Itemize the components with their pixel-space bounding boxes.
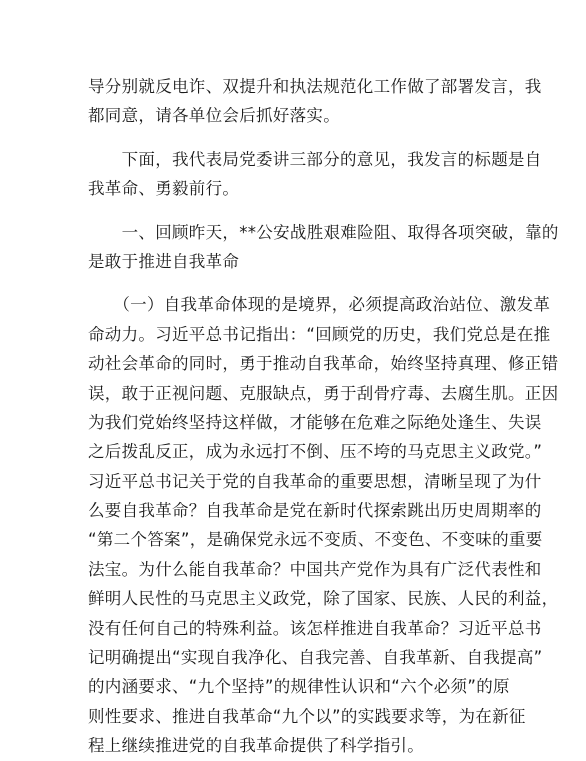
text-line: 么要自我革命？自我革命是党在新时代探索跳出历史周期率的 — [88, 501, 542, 521]
text-line: 法宝。为什么能自我革命？中国共产党作为具有广泛代表性和 — [88, 559, 542, 579]
text-line: 命动力。习近平总书记指出：“回顾党的历史，我们党总是在推 — [88, 324, 551, 344]
text-line: “第二个答案”，是确保党永远不变质、不变色、不变味的重要 — [88, 530, 543, 550]
text-line: 误，敢于正视问题、克服缺点，勇于刮骨疗毒、去腐生肌。正因 — [88, 383, 559, 403]
text-line: 都同意，请各单位会后抓好落实。 — [88, 106, 340, 126]
text-line: （一）自我革命体现的是境界，必须提高政治站位、激发革 — [88, 295, 551, 315]
paragraph — [88, 145, 542, 204]
text-line: 一、回顾昨天，**公安战胜艰难险阻、取得各项突破，靠的 — [88, 222, 559, 242]
text-line: 鲜明人民性的马克思主义政党，除了国家、民族、人民的利益， — [88, 589, 559, 609]
text-line: 的内涵要求、“九个坚持”的规律性认识和“六个必须”的原 — [88, 677, 510, 697]
text-line: 则性要求、推进自我革命“九个以”的实践要求等，为在新征 — [88, 706, 526, 726]
text-line: 习近平总书记关于党的自我革命的重要思想，清晰呈现了为什 — [88, 471, 542, 491]
text-line: 我革命、勇毅前行。 — [88, 179, 240, 199]
paragraph — [88, 290, 559, 760]
text-line: 下面，我代表局党委讲三部分的意见，我发言的标题是自 — [88, 149, 542, 169]
text-line: 之后拨乱反正，成为永远打不倒、压不垮的马克思主义政党。” — [88, 442, 543, 462]
document-body — [88, 72, 559, 761]
text-line: 导分别就反电诈、双提升和执法规范化工作做了部署发言，我 — [88, 77, 542, 96]
paragraph — [88, 72, 542, 131]
text-line: 程上继续推进党的自我革命提供了科学指引。 — [88, 736, 424, 756]
text-line: 为我们党始终坚持这样做，才能够在危难之际绝处逢生、失误 — [88, 412, 542, 432]
text-line: 是敢于推进自我革命 — [88, 251, 240, 271]
section-heading — [88, 218, 559, 277]
text-line: 没有任何自己的特殊利益。该怎样推进自我革命？习近平总书 — [88, 618, 542, 638]
text-line: 记明确提出“实现自我净化、自我完善、自我革新、自我提高” — [88, 648, 543, 668]
text-line: 动社会革命的同时，勇于推动自我革命，始终坚持真理、修正错 — [88, 354, 559, 374]
